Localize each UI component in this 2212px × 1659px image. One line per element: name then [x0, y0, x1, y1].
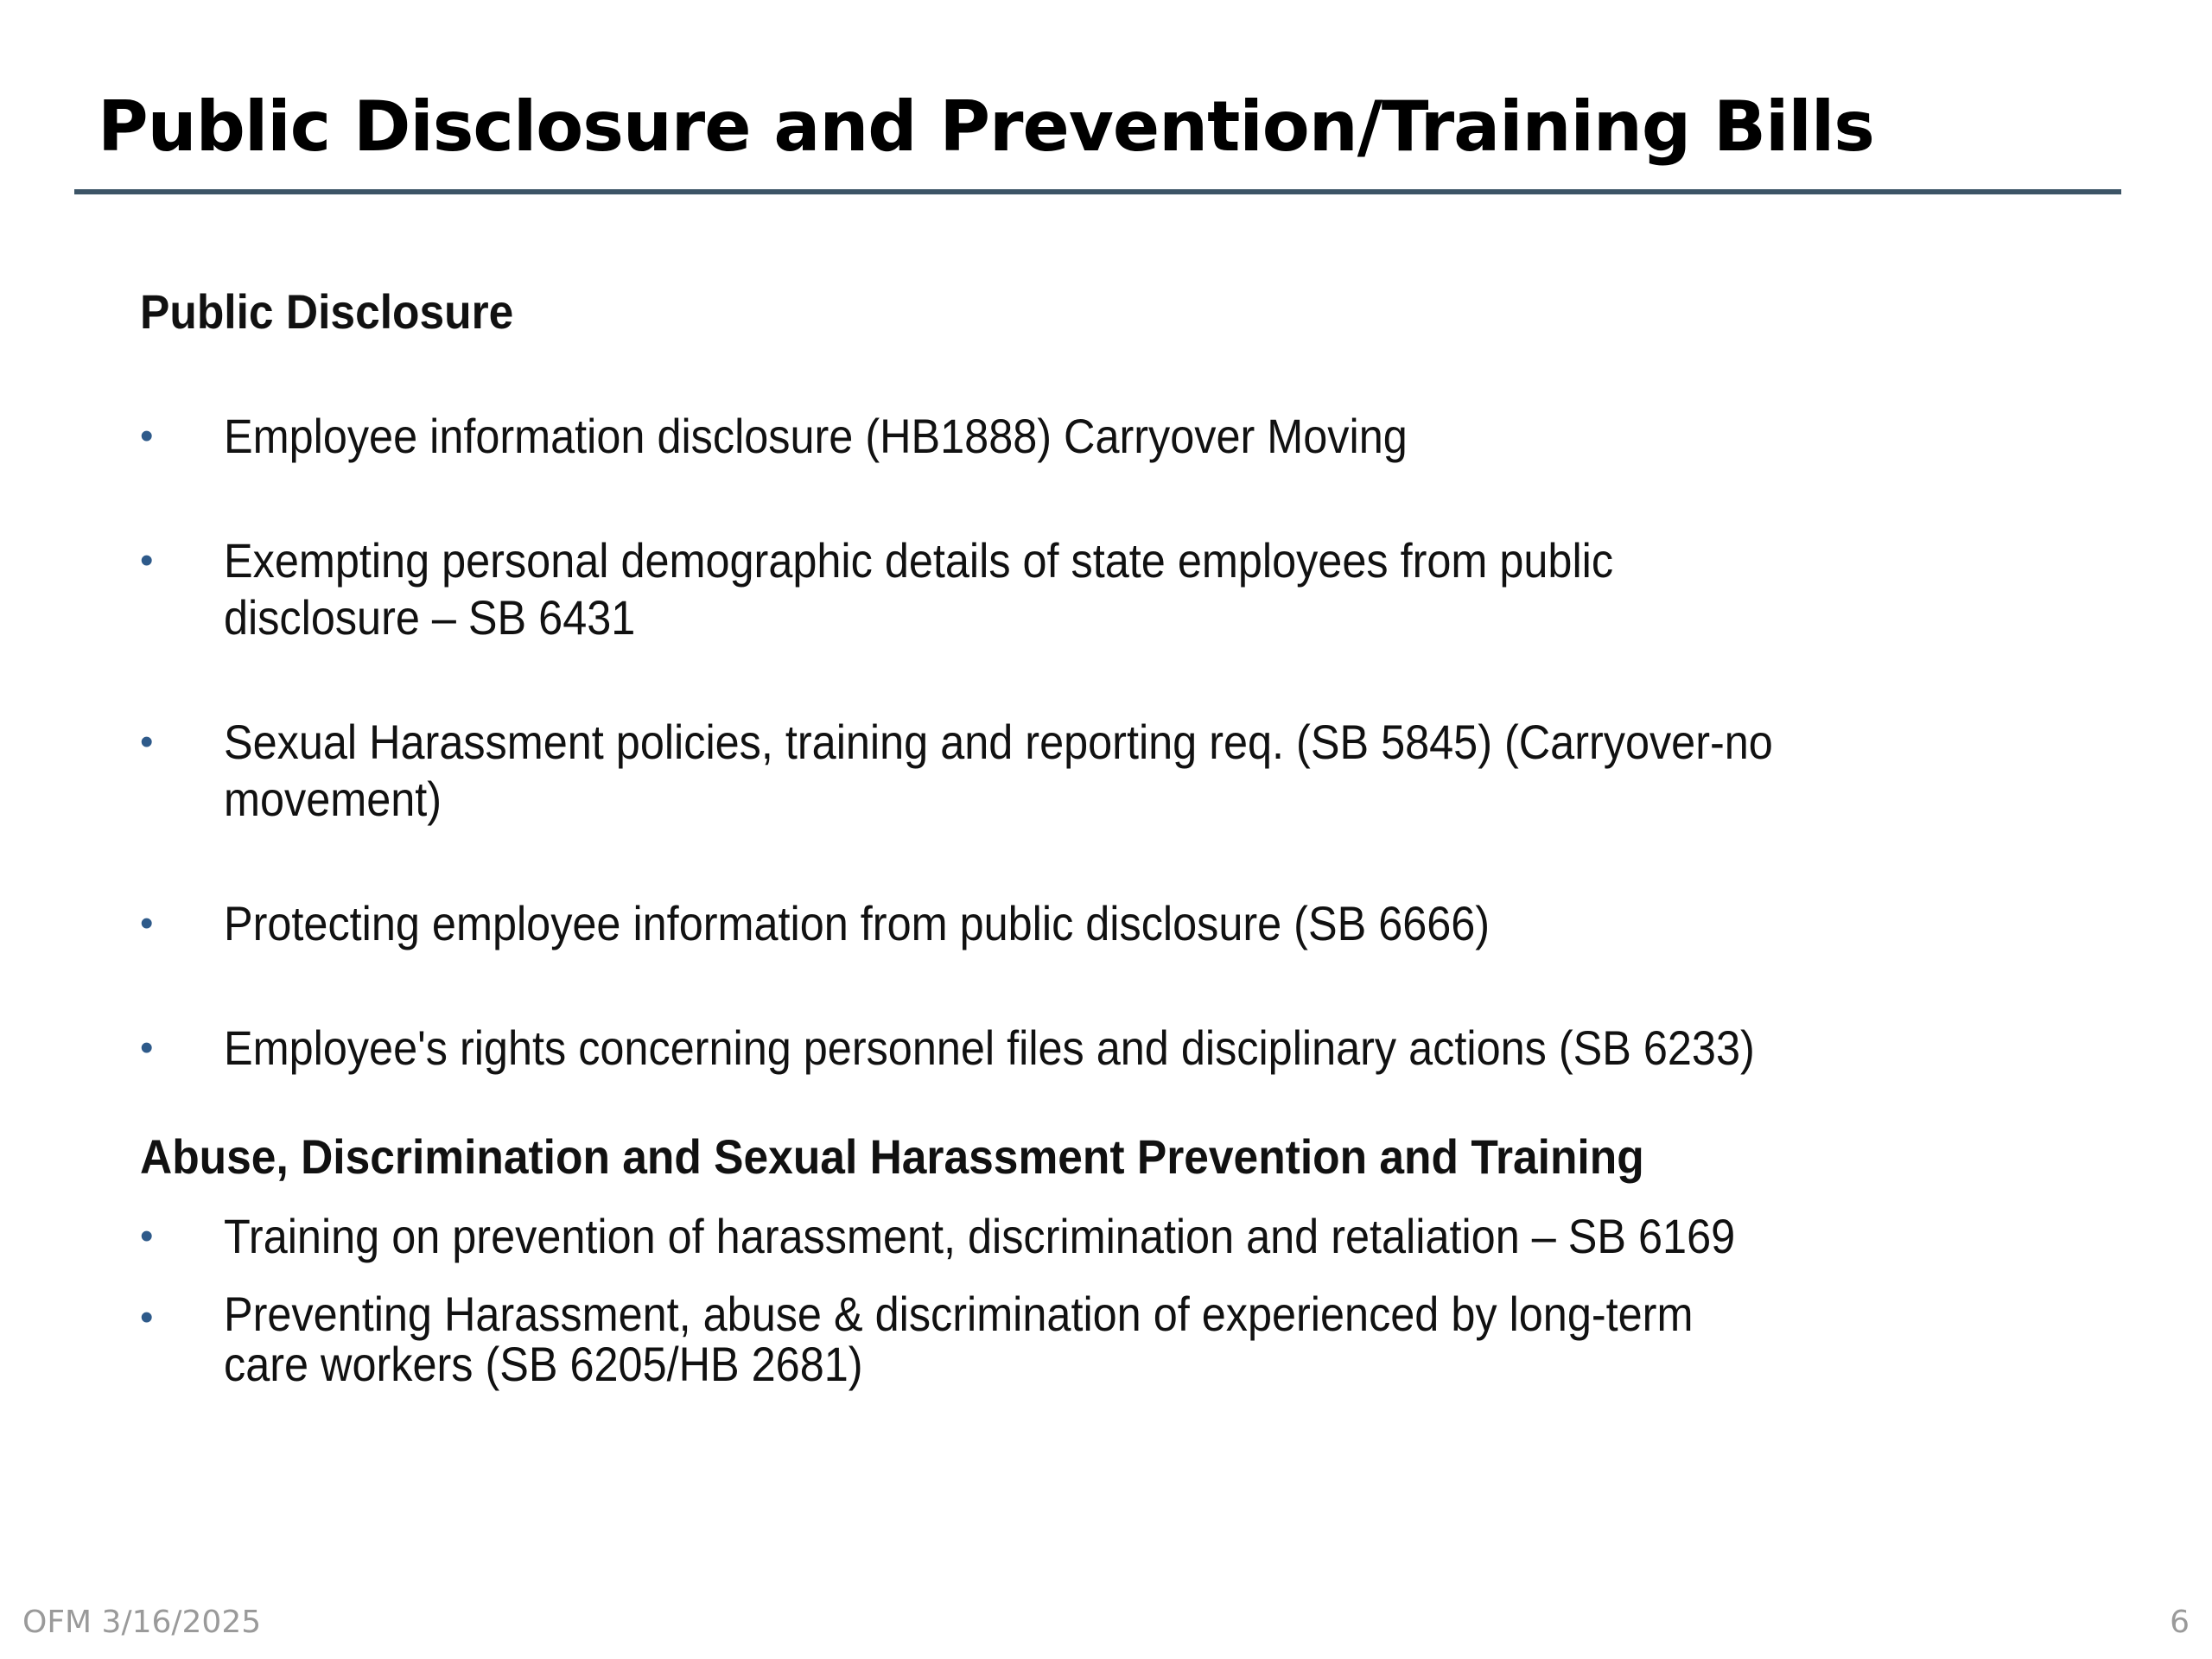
- list-item-text: Preventing Harassment, abuse & discrimination of experienced by long-term care workers (SB 6205/HB 2681): [224, 1287, 1694, 1391]
- list-item-text: Sexual Harassment policies, training and reporting req. (SB 5845) (Carryover-no movement): [224, 715, 1773, 826]
- bullet-icon: •: [140, 415, 154, 457]
- footer-date: OFM 3/16/2025: [22, 1605, 262, 1640]
- list-item: [140, 714, 1955, 828]
- list-item: [140, 532, 1955, 646]
- list-item-text: Employee's rights concerning personnel files and disciplinary actions (SB 6233): [224, 1020, 1755, 1075]
- list-item-text: Training on prevention of harassment, discrimination and retaliation – SB 6169: [224, 1209, 1736, 1263]
- public-disclosure-list: [140, 408, 1955, 1077]
- slide-title: Public Disclosure and Prevention/Training Bills: [98, 86, 1874, 167]
- list-item: [140, 895, 1955, 952]
- title-divider: [74, 189, 2121, 194]
- section-heading-public-disclosure: Public Disclosure: [140, 284, 514, 339]
- bullet-icon: •: [140, 1027, 154, 1069]
- prevention-training-list: [140, 1208, 1955, 1389]
- list-item: [140, 1020, 1955, 1077]
- page-number: 6: [2170, 1605, 2190, 1640]
- bullet-icon: •: [140, 539, 154, 582]
- bullet-icon: •: [140, 1296, 154, 1338]
- list-item: [140, 1208, 1955, 1265]
- list-item: [140, 1289, 1955, 1389]
- list-item: [140, 408, 1955, 465]
- bullet-icon: •: [140, 721, 154, 763]
- bullet-icon: •: [140, 1215, 154, 1257]
- list-item-text: Exempting personal demographic details of state employees from public disclosure – SB 6431: [224, 533, 1614, 645]
- list-item-text: Employee information disclosure (HB1888) Carryover Moving: [224, 409, 1408, 463]
- bullet-icon: •: [140, 902, 154, 944]
- slide-content: [140, 283, 1955, 1414]
- list-item-text: Protecting employee information from public disclosure (SB 6666): [224, 896, 1491, 950]
- section-heading-prevention-training: Abuse, Discrimination and Sexual Harassment Prevention and Training: [140, 1129, 1644, 1184]
